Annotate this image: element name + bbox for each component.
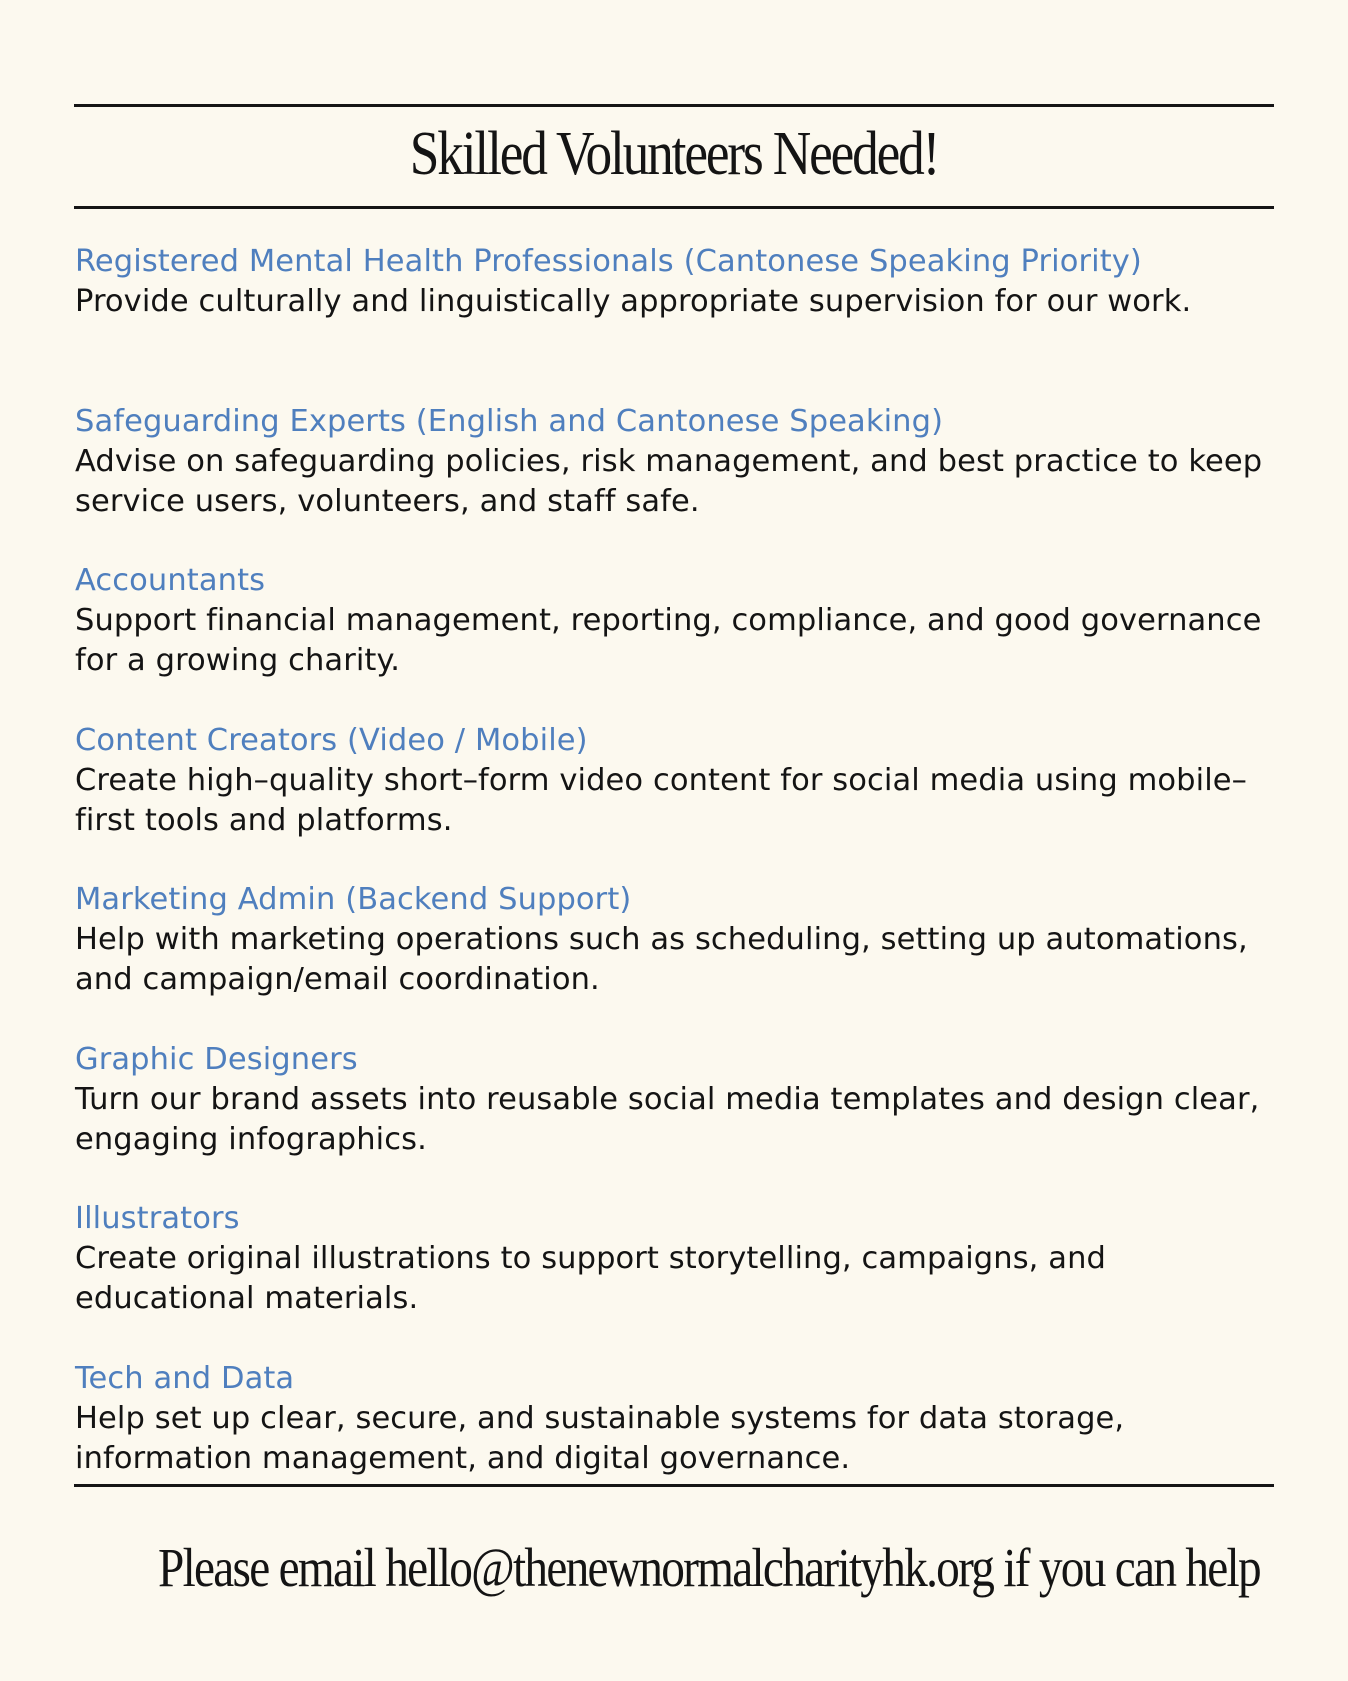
footer-divider <box>74 1484 1274 1487</box>
role-title: Registered Mental Health Professionals (Cantonese Speaking Priority) <box>75 244 1142 279</box>
page-title: Skilled Volunteers Needed! <box>409 120 939 188</box>
role-item <box>75 721 1275 881</box>
role-description: Help with marketing operations such as scheduling, setting up automations, and campaign/email coordination. <box>75 922 1248 997</box>
role-item <box>75 561 1275 721</box>
role-description: Advise on safeguarding policies, risk management, and best practice to keep service users, volunteers, and staff safe. <box>75 443 1263 519</box>
role-item <box>75 880 1275 1040</box>
role-description: Help set up clear, secure, and sustainable systems for data storage, information management, and digital governance. <box>75 1400 1125 1476</box>
role-item <box>75 402 1275 562</box>
role-title: Marketing Admin (Backend Support) <box>75 882 632 917</box>
top-divider <box>74 104 1274 107</box>
title-divider <box>74 206 1274 209</box>
role-item <box>75 1359 1275 1519</box>
role-item <box>75 242 1275 402</box>
role-title: Accountants <box>75 563 266 598</box>
role-title: Graphic Designers <box>75 1041 358 1077</box>
role-description: Create original illustrations to support storytelling, campaigns, and educational materials. <box>75 1241 1106 1316</box>
role-item <box>75 1199 1275 1359</box>
role-description: Provide culturally and linguistically appropriate supervision for our work. <box>75 284 1192 319</box>
contact-footer: Please email hello@thenewnormalcharityhk.org if you can help <box>158 1537 1260 1598</box>
role-title: Safeguarding Experts (English and Cantonese Speaking) <box>75 403 944 439</box>
role-title: Tech and Data <box>75 1360 295 1396</box>
role-description: Support financial management, reporting, compliance, and good governance for a growing charity. <box>75 603 1262 678</box>
role-list <box>75 242 1275 1518</box>
role-title: Content Creators (Video / Mobile) <box>75 722 588 758</box>
role-title: Illustrators <box>75 1201 240 1236</box>
role-description: Create high–quality short–form video content for social media using mobile–first tools and platforms. <box>75 762 1247 838</box>
role-description: Turn our brand assets into reusable social media templates and design clear, engaging infographics. <box>75 1081 1260 1157</box>
role-item <box>75 1040 1275 1200</box>
